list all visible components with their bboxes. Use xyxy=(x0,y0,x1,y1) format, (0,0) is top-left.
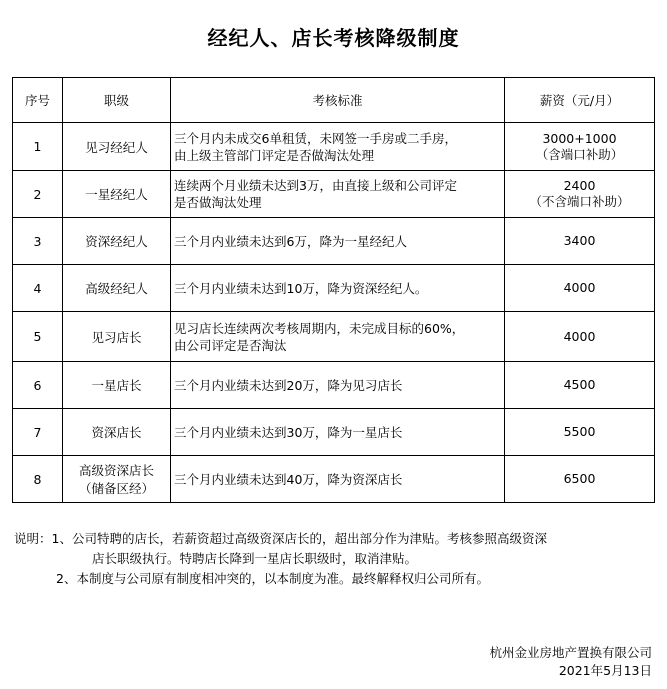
salary-cell xyxy=(505,218,655,265)
demotion-table xyxy=(12,77,655,503)
standard-cell xyxy=(171,409,505,456)
job-title-line: 资深经纪人 xyxy=(85,234,148,249)
standard-line: 是否做淘汰处理 xyxy=(174,195,262,210)
row-number: 8 xyxy=(13,456,63,503)
job-title-line: 高级资深店长 xyxy=(78,463,154,478)
standard-line: 三个月内未成交6单租赁，未网签一手房或二手房， xyxy=(174,130,457,146)
job-title-cell xyxy=(63,409,171,456)
salary-cell xyxy=(505,362,655,409)
salary-cell xyxy=(505,265,655,312)
document-title: 经纪人、店长考核降级制度 xyxy=(207,26,460,50)
salary-line: 3000+1000 xyxy=(542,130,617,146)
issue-date: 2021年5月13日 xyxy=(558,663,652,678)
header-no: 序号 xyxy=(13,78,63,123)
standard-line: 由公司评定是否淘汰 xyxy=(174,337,287,353)
salary-cell xyxy=(505,312,655,362)
salary-line: （不含端口补助） xyxy=(529,194,630,209)
standard-line: 见习店长连续两次考核周期内，未完成目标的60%， xyxy=(174,320,465,336)
job-title-cell xyxy=(63,312,171,362)
standard-line: 三个月内业绩未达到6万，降为一星经纪人 xyxy=(174,233,407,249)
job-title-line: 资深店长 xyxy=(91,425,142,440)
standard-cell xyxy=(171,171,505,218)
job-title-cell xyxy=(63,123,171,171)
salary-cell xyxy=(505,409,655,456)
row-number: 6 xyxy=(13,362,63,409)
standard-line: 三个月内业绩未达到10万，降为资深经纪人。 xyxy=(174,280,428,296)
job-title-cell xyxy=(63,265,171,312)
row-number: 4 xyxy=(13,265,63,312)
standard-line: 三个月内业绩未达到30万，降为一星店长 xyxy=(174,424,403,440)
standard-line: 由上级主管部门评定是否做淘汰处理 xyxy=(174,147,375,163)
table-row xyxy=(13,123,655,171)
salary-line: （含端口补助） xyxy=(535,146,624,162)
salary-line: 4000 xyxy=(563,328,596,344)
job-title-line: 一星店长 xyxy=(91,378,142,393)
header-standard: 考核标准 xyxy=(171,78,505,123)
table-header-row xyxy=(13,78,655,123)
job-title-line: 高级经纪人 xyxy=(85,281,148,296)
notes-section xyxy=(14,529,654,589)
table-row xyxy=(13,312,655,362)
job-title-cell xyxy=(63,171,171,218)
row-number: 2 xyxy=(13,171,63,218)
note-line-3: 2、本制度与公司原有制度相冲突的，以本制度为准。最终解释权归公司所有。 xyxy=(56,571,489,586)
table-row xyxy=(13,171,655,218)
job-title-line: 见习店长 xyxy=(91,329,142,345)
job-title-line: 见习经纪人 xyxy=(85,139,148,155)
table-row xyxy=(13,218,655,265)
salary-line: 3400 xyxy=(563,233,596,248)
standard-cell xyxy=(171,218,505,265)
job-title-cell xyxy=(63,362,171,409)
row-number: 7 xyxy=(13,409,63,456)
standard-cell xyxy=(171,362,505,409)
standard-cell xyxy=(171,123,505,171)
salary-cell xyxy=(505,171,655,218)
note-line-2: 店长职级执行。特聘店长降到一星店长职级时，取消津贴。 xyxy=(92,551,418,566)
standard-line: 连续两个月业绩未达到3万，由直接上级和公司评定 xyxy=(174,178,457,193)
salary-cell xyxy=(505,123,655,171)
job-title-cell xyxy=(63,456,171,503)
standard-line: 三个月内业绩未达到20万，降为见习店长 xyxy=(174,377,403,393)
standard-cell xyxy=(171,312,505,362)
standard-cell xyxy=(171,456,505,503)
note-line-1: 说明：1、公司特聘的店长，若薪资超过高级资深店长的，超出部分作为津贴。考核参照高级资深 xyxy=(14,531,547,546)
salary-line: 6500 xyxy=(563,471,596,486)
standard-line: 三个月内业绩未达到40万，降为资深店长 xyxy=(174,471,403,487)
header-title: 职级 xyxy=(63,78,171,123)
table-row xyxy=(13,456,655,503)
salary-line: 4000 xyxy=(563,280,596,295)
standard-cell xyxy=(171,265,505,312)
footer xyxy=(489,644,652,680)
row-number: 5 xyxy=(13,312,63,362)
table-row xyxy=(13,362,655,409)
job-title-cell xyxy=(63,218,171,265)
header-salary: 薪资（元/月） xyxy=(505,78,655,123)
row-number: 3 xyxy=(13,218,63,265)
salary-cell xyxy=(505,456,655,503)
table-row xyxy=(13,409,655,456)
job-title-line: 一星经纪人 xyxy=(85,187,148,202)
salary-line: 2400 xyxy=(563,178,596,193)
table-row xyxy=(13,265,655,312)
row-number: 1 xyxy=(13,123,63,171)
salary-line: 4500 xyxy=(563,377,596,392)
company-name: 杭州金业房地产置换有限公司 xyxy=(489,645,652,660)
salary-line: 5500 xyxy=(563,424,596,439)
job-title-line: （储备区经） xyxy=(78,481,154,496)
